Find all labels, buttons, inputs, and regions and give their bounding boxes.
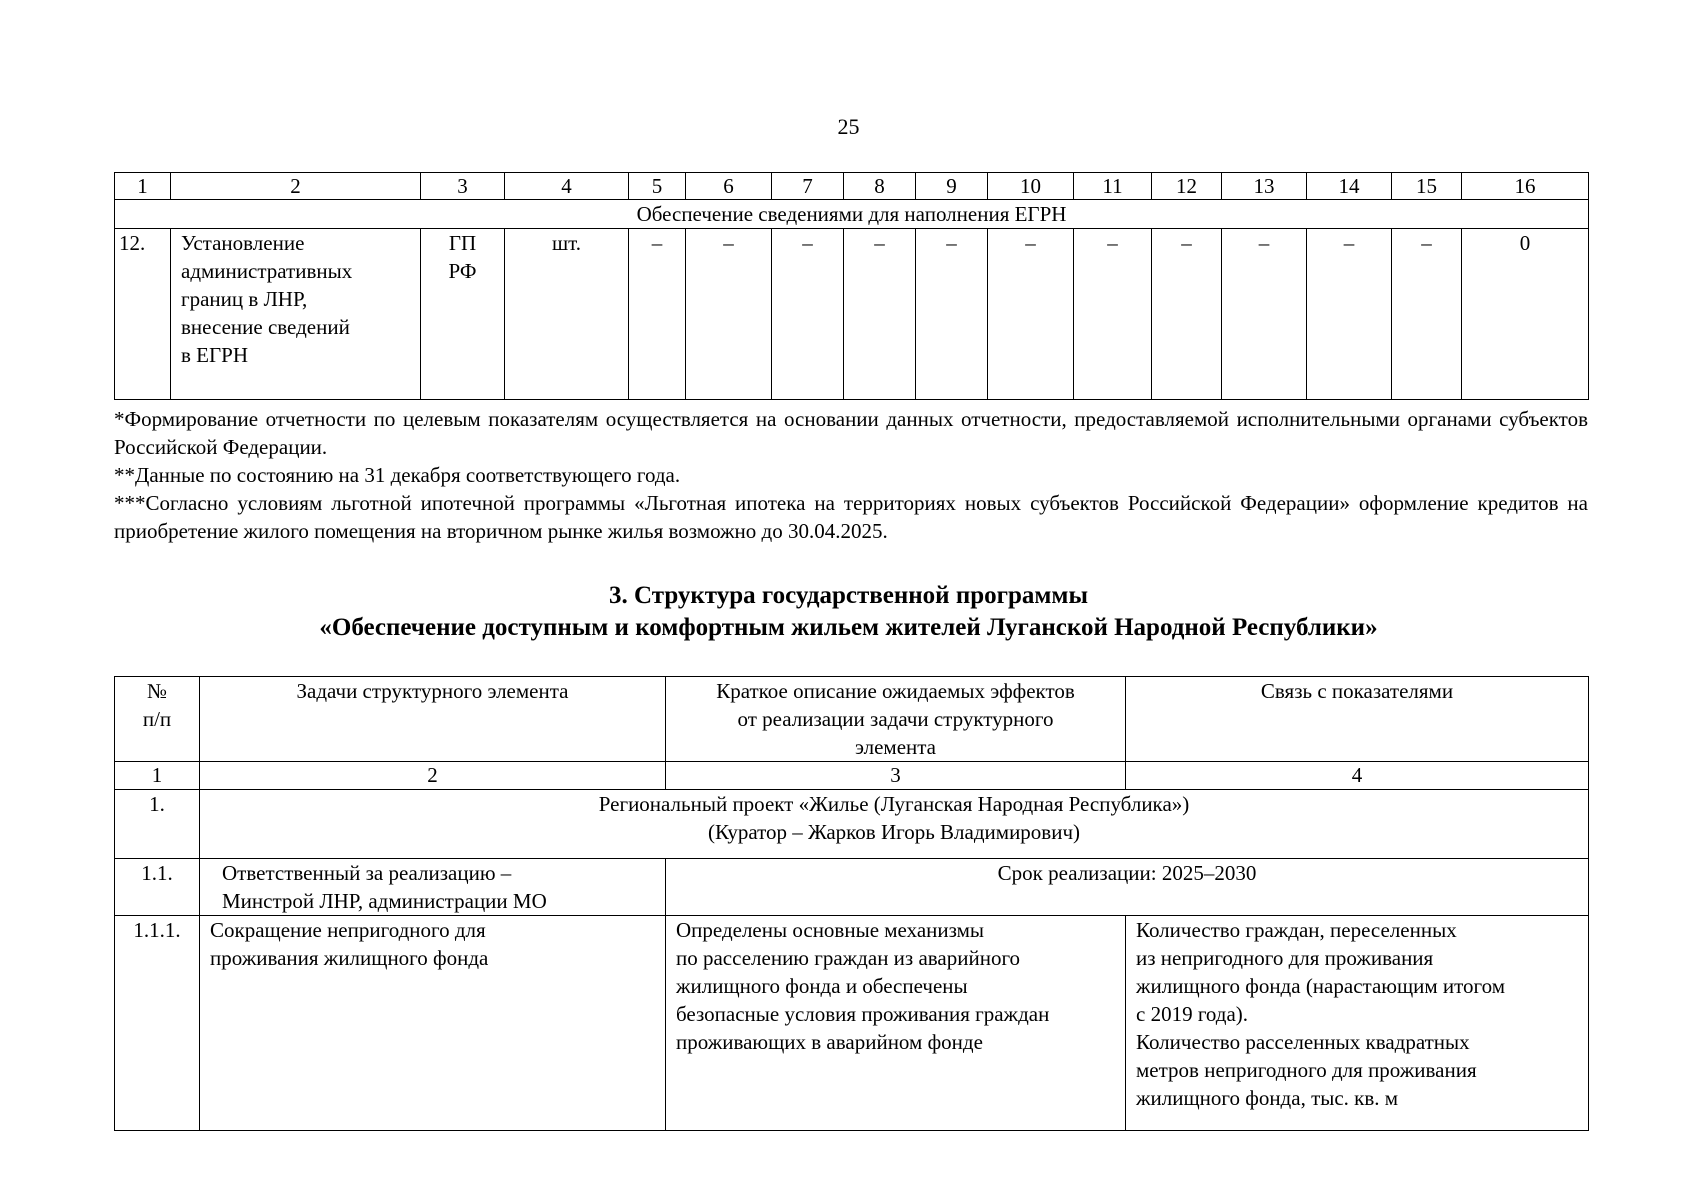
section-heading-line-1: 3. Структура государственной программы — [609, 582, 1088, 609]
implementation-term: Срок реализации: 2025–2030 — [666, 859, 1589, 916]
header-effects: Краткое описание ожидаемых эффектов от реализации задачи структурного элемента — [666, 677, 1126, 762]
column-number: 7 — [772, 173, 844, 200]
indicator-value: – — [916, 229, 988, 400]
project-title: Региональный проект «Жилье (Луганская Народная Республика») (Куратор – Жарков Игорь Владимирович) — [200, 790, 1589, 859]
column-number: 5 — [629, 173, 686, 200]
row-number: 1.1.1. — [115, 916, 200, 1131]
column-number: 15 — [1392, 173, 1462, 200]
indicator-value: 0 — [1462, 229, 1589, 400]
column-number-row — [115, 173, 1589, 200]
column-number: 3 — [666, 762, 1126, 790]
table-row — [115, 229, 1589, 400]
column-number: 2 — [200, 762, 666, 790]
indicator-name: Установление административных границ в ЛНР, внесение сведений в ЕГРН — [171, 229, 421, 400]
header-indicators: Связь с показателями — [1126, 677, 1589, 762]
row-number: 12. — [115, 229, 171, 400]
project-row — [115, 790, 1589, 859]
indicator-value: – — [988, 229, 1074, 400]
column-number: 1 — [115, 762, 200, 790]
section-title: Обеспечение сведениями для наполнения ЕГРН — [115, 200, 1589, 229]
indicator-value: – — [1222, 229, 1307, 400]
column-number: 13 — [1222, 173, 1307, 200]
indicator-value: – — [629, 229, 686, 400]
footnote-3: ***Согласно условиям льготной ипотечной программы «Льготная ипотека на территориях новых субъектов Российской Федерации» оформление кредитов на приобретение жилого помещения на вторичном рынке жилья возможно до 30.04.2025. — [114, 491, 1588, 543]
indicator-value: – — [1307, 229, 1392, 400]
task-description: Сокращение непригодного для проживания жилищного фонда — [200, 916, 666, 1131]
structure-column-number-row — [115, 762, 1589, 790]
row-number: 1. — [115, 790, 200, 859]
column-number: 16 — [1462, 173, 1589, 200]
header-number: № п/п — [115, 677, 200, 762]
section-heading-line-2: «Обеспечение доступным и комфортным жильем жителей Луганской Народной Республики» — [319, 614, 1378, 641]
section-row — [115, 200, 1589, 229]
row-number: 1.1. — [115, 859, 200, 916]
indicator-value: – — [1074, 229, 1152, 400]
column-number: 9 — [916, 173, 988, 200]
indicator-value: – — [1392, 229, 1462, 400]
page-number: 25 — [837, 114, 860, 139]
header-tasks: Задачи структурного элемента — [200, 677, 666, 762]
section-heading — [0, 580, 1697, 644]
column-number: 1 — [115, 173, 171, 200]
column-number: 8 — [844, 173, 916, 200]
column-number: 10 — [988, 173, 1074, 200]
indicator-value: – — [772, 229, 844, 400]
indicator-value: – — [844, 229, 916, 400]
indicator-table — [114, 172, 1589, 400]
column-number: 14 — [1307, 173, 1392, 200]
table-row — [115, 916, 1589, 1131]
column-number: 12 — [1152, 173, 1222, 200]
responsible-party: Ответственный за реализацию – Минстрой ЛНР, администрации МО — [200, 859, 666, 916]
indicator-level: ГП РФ — [421, 229, 505, 400]
column-number: 2 — [171, 173, 421, 200]
column-number: 6 — [686, 173, 772, 200]
indicator-value: – — [686, 229, 772, 400]
structure-table — [114, 676, 1589, 1131]
effect-description: Определены основные механизмы по расселению граждан из аварийного жилищного фонда и обеспечены безопасные условия проживания граждан проживающих в аварийном фонде — [666, 916, 1126, 1131]
indicator-links: Количество граждан, переселенных из непригодного для проживания жилищного фонда (нарастающим итогом с 2019 года). Количество расселенных квадратных метров непригодного для проживания жилищного фонда, тыс. кв. м — [1126, 916, 1589, 1131]
footnotes — [114, 405, 1588, 545]
table-row — [115, 859, 1589, 916]
indicator-value: – — [1152, 229, 1222, 400]
indicator-unit: шт. — [505, 229, 629, 400]
column-number: 4 — [505, 173, 629, 200]
column-number: 11 — [1074, 173, 1152, 200]
footnote-1: *Формирование отчетности по целевым показателям осуществляется на основании данных отчетности, предоставляемой исполнительными органами субъектов Российской Федерации. — [114, 407, 1588, 459]
column-number: 3 — [421, 173, 505, 200]
column-number: 4 — [1126, 762, 1589, 790]
footnote-2: **Данные по состоянию на 31 декабря соответствующего года. — [114, 463, 681, 487]
structure-header-row — [115, 677, 1589, 762]
